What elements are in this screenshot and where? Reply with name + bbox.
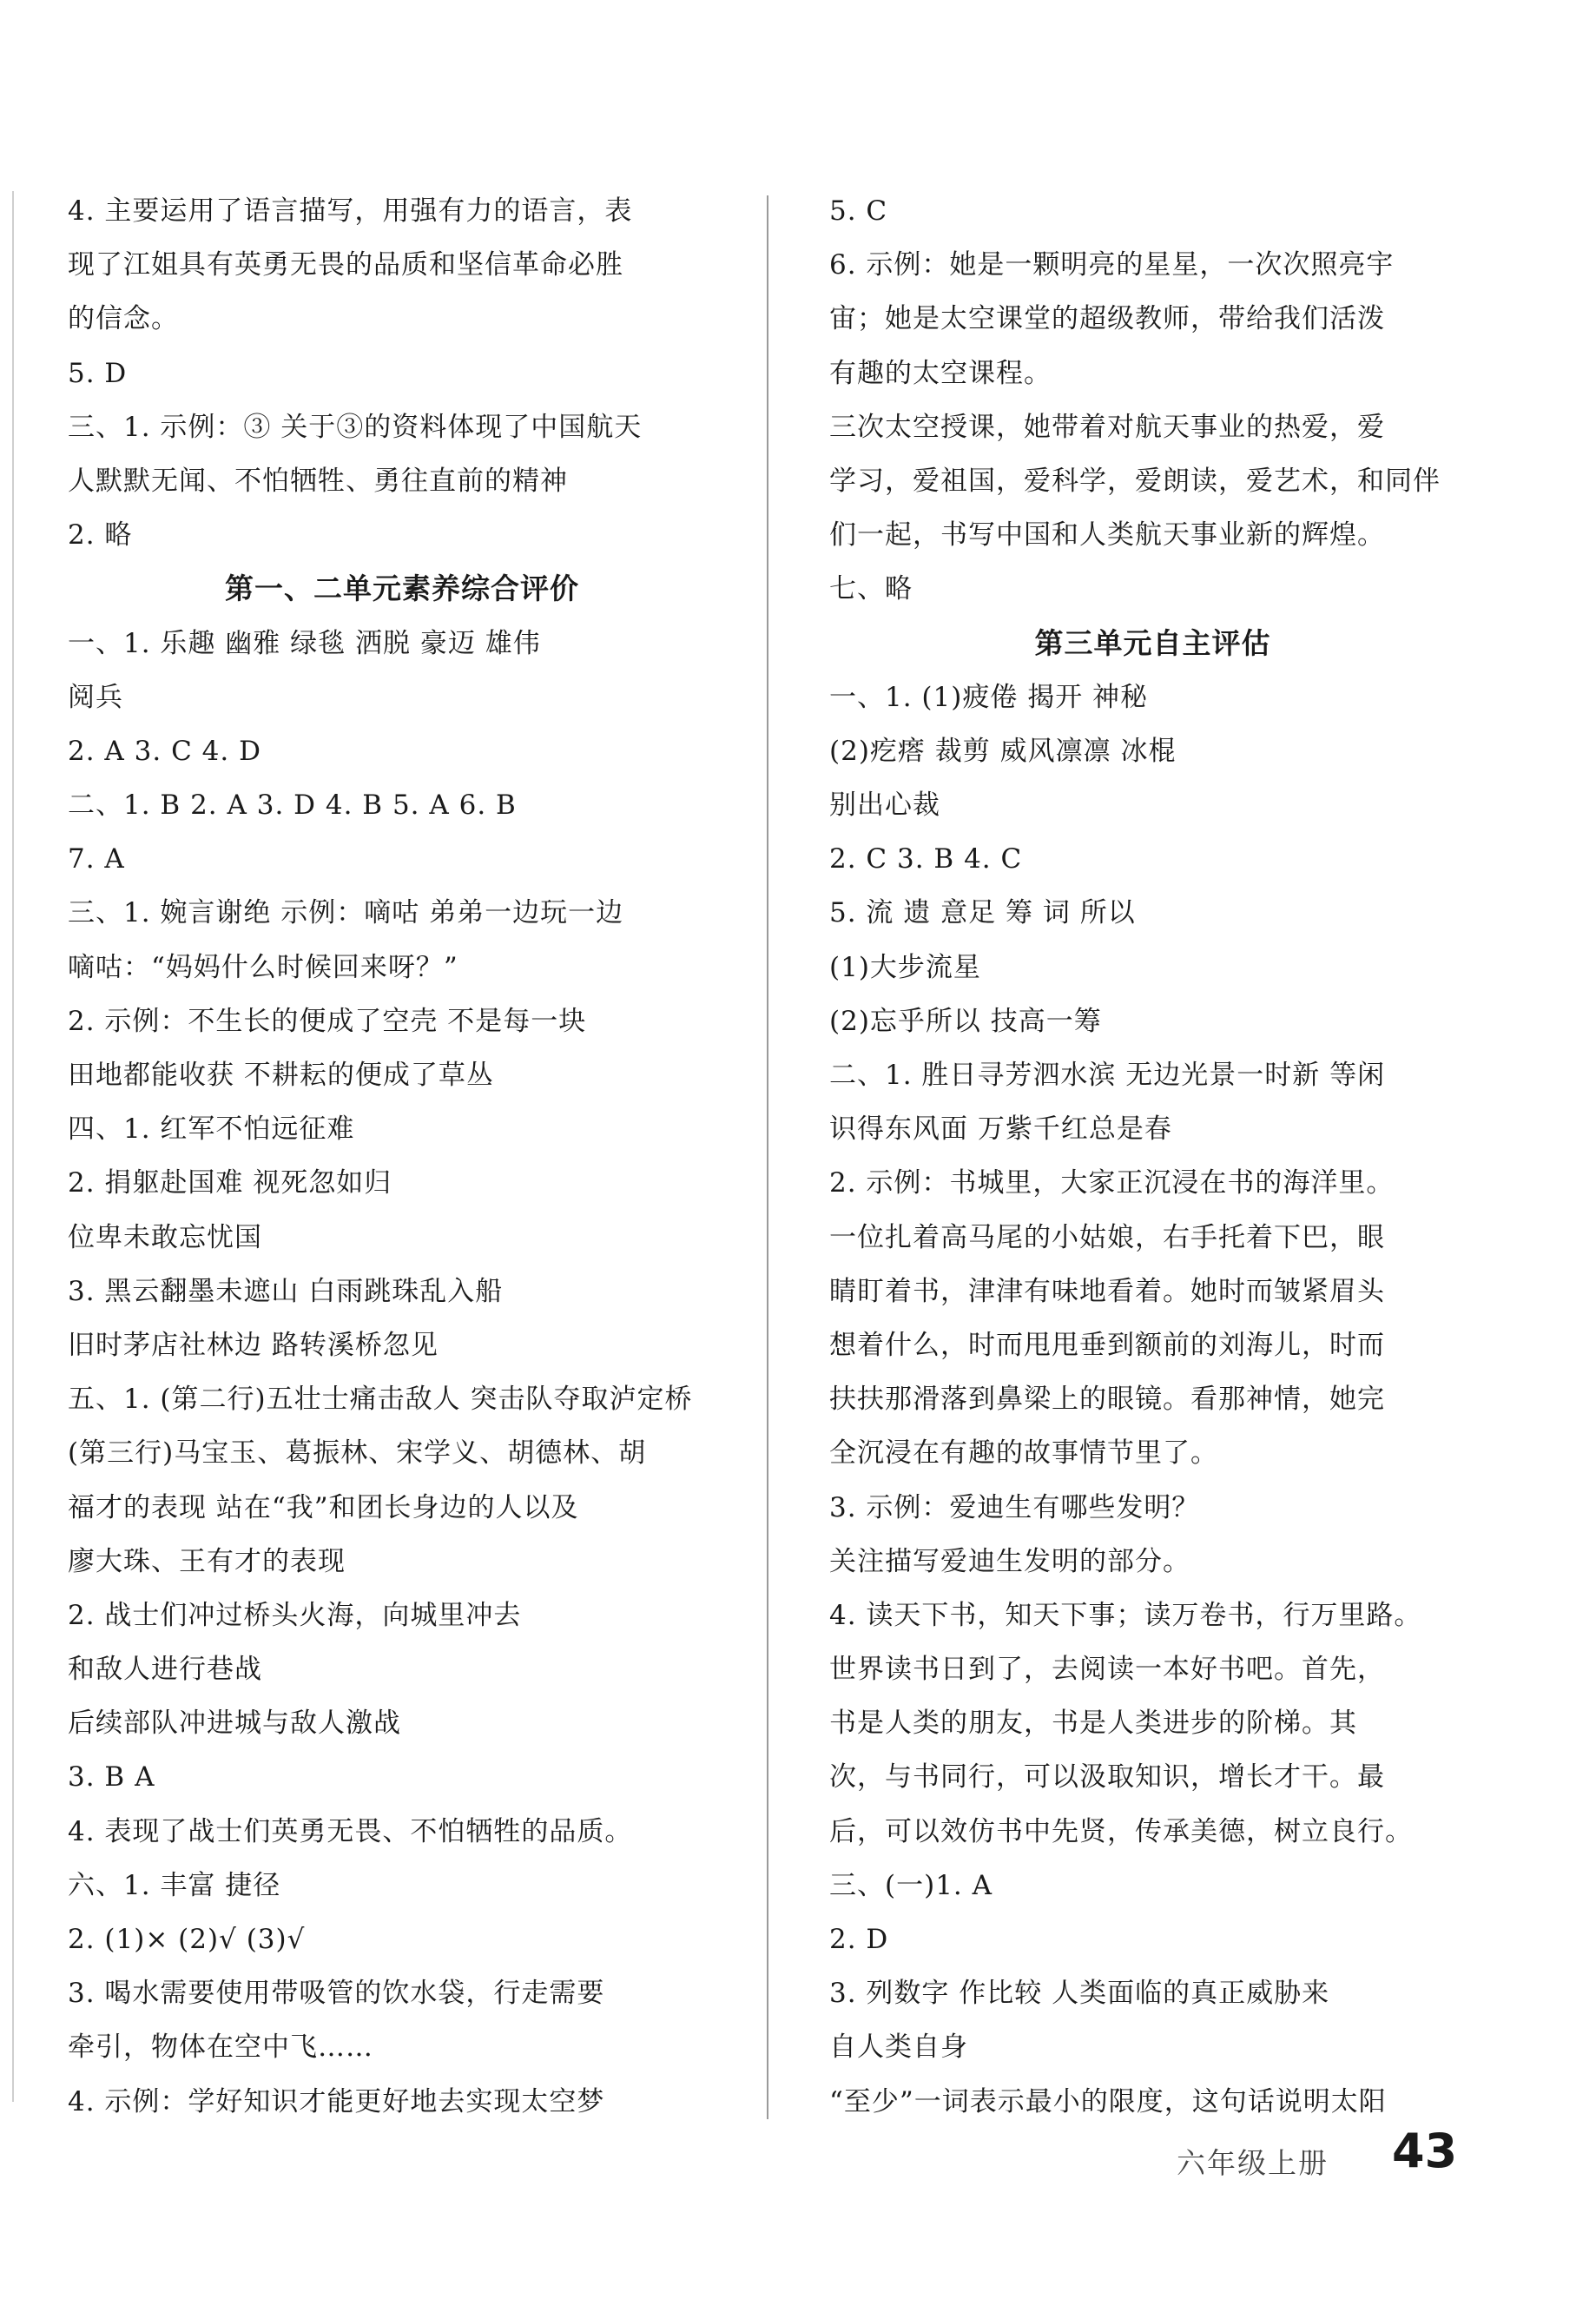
- answer-line: 阅兵: [68, 681, 123, 713]
- answer-line: 2. D: [829, 1924, 889, 1955]
- answer-line: 五、1. (第二行)五壮士痛击敌人 突击队夺取泸定桥: [68, 1384, 693, 1416]
- answer-line: 宙；她是太空课堂的超级教师，带给我们活泼: [829, 303, 1385, 335]
- answer-line: 别出心裁: [829, 789, 940, 822]
- answer-line: 2. A 3. C 4. D: [68, 735, 261, 767]
- answer-line: 2. 略: [68, 519, 133, 552]
- answer-line: 4. 表现了战士们英勇无畏、不怕牺牲的品质。: [68, 1815, 633, 1847]
- answer-line: 后，可以效仿书中先贤，传承美德，树立良行。: [829, 1815, 1413, 1847]
- answer-line: 次，与书同行，可以汲取知识，增长才干。最: [829, 1761, 1385, 1794]
- answer-line: 位卑未敢忘忧国: [68, 1221, 262, 1253]
- answer-line: 牵引，物体在空中飞……: [68, 2031, 373, 2064]
- right-column: [829, 184, 1476, 2129]
- answer-line: 3. 喝水需要使用带吸管的饮水袋，行走需要: [68, 1978, 605, 2010]
- answer-line: 学习，爱祖国，爱科学，爱朗读，爱艺术，和同伴: [829, 465, 1441, 497]
- answer-line: (2)忘乎所以 技高一筹: [829, 1005, 1102, 1037]
- grade-label: 六年级上册: [1177, 2146, 1329, 2180]
- answer-line: 二、1. 胜日寻芳泗水滨 无边光景一时新 等闲: [829, 1060, 1386, 1091]
- page-margin-line: [12, 191, 14, 2102]
- answer-line: 三次太空授课，她带着对航天事业的热爱，爱: [829, 411, 1385, 443]
- answer-line: 识得东风面 万紫千红总是春: [829, 1113, 1172, 1146]
- answer-line: 4. 主要运用了语言描写，用强有力的语言，表: [68, 195, 633, 227]
- answer-line: 自人类自身: [829, 2031, 968, 2064]
- answer-line: 全沉浸在有趣的故事情节里了。: [829, 1437, 1218, 1470]
- answer-line: 的信念。: [68, 303, 179, 335]
- answer-line: 想着什么，时而甩甩垂到额前的刘海儿，时而: [829, 1329, 1385, 1361]
- answer-line: “至少”一词表示最小的限度，这句话说明太阳: [829, 2085, 1387, 2117]
- answer-line: 2. (1)× (2)√ (3)√: [68, 1924, 306, 1955]
- answer-line: 3. B A: [68, 1761, 155, 1794]
- answer-line: 福才的表现 站在“我”和团长身边的人以及: [68, 1491, 579, 1523]
- answer-line: 书是人类的朋友，书是人类进步的阶梯。其: [829, 1708, 1357, 1740]
- answer-line: 世界读书日到了，去阅读一本好书吧。首先，: [829, 1654, 1385, 1686]
- answer-line: 3. 示例：爱迪生有哪些发明？: [829, 1491, 1200, 1523]
- left-column: [68, 184, 736, 2129]
- answer-line: 7. A: [68, 843, 125, 875]
- answer-line: 关注描写爱迪生发明的部分。: [829, 1545, 1190, 1577]
- answer-line: 二、1. B 2. A 3. D 4. B 5. A 6. B: [68, 789, 517, 822]
- answer-line: 一、1. (1)疲倦 揭开 神秘: [829, 681, 1149, 713]
- answer-line: 六、1. 丰富 捷径: [68, 1869, 281, 1901]
- answer-line: 后续部队冲进城与敌人激战: [68, 1708, 401, 1740]
- answer-line: (2)疙瘩 裁剪 威风凛凛 冰棍: [829, 735, 1177, 767]
- answer-line: 们一起，书写中国和人类航天事业新的辉煌。: [829, 519, 1385, 552]
- answer-line: 七、略: [829, 573, 913, 605]
- answer-line: 人默默无闻、不怕牺牲、勇往直前的精神: [68, 465, 568, 497]
- answer-line: 一位扎着高马尾的小姑娘，右手托着下巴，眼: [829, 1221, 1385, 1253]
- answer-line: 5. 流 遗 意足 筹 词 所以: [829, 897, 1136, 929]
- answer-line: 有趣的太空课程。: [829, 357, 1052, 389]
- answer-line: 三、(一)1. A: [829, 1869, 993, 1901]
- answer-line: 现了江姐具有英勇无畏的品质和坚信革命必胜: [68, 249, 623, 281]
- answer-line: 三、1. 婉言谢绝 示例：嘀咕 弟弟一边玩一边: [68, 897, 624, 929]
- answer-line: (第三行)马宝玉、葛振林、宋学义、胡德林、胡: [68, 1437, 647, 1470]
- answer-line: 2. C 3. B 4. C: [829, 843, 1023, 875]
- answer-line: 2. 示例：书城里，大家正沉浸在书的海洋里。: [829, 1167, 1395, 1199]
- answer-line: 廖大珠、王有才的表现: [68, 1545, 346, 1577]
- answer-line: 2. 示例：不生长的便成了空壳 不是每一块: [68, 1005, 587, 1037]
- answer-line: 3. 列数字 作比较 人类面临的真正威胁来: [829, 1978, 1330, 2010]
- answer-line: 6. 示例：她是一颗明亮的星星，一次次照亮宇: [829, 249, 1395, 281]
- answer-line: 和敌人进行巷战: [68, 1654, 262, 1686]
- answer-line: 一、1. 乐趣 幽雅 绿毯 洒脱 豪迈 雄伟: [68, 627, 541, 659]
- section-heading: 第一、二单元素养综合评价: [225, 571, 579, 606]
- answer-line: 4. 示例：学好知识才能更好地去实现太空梦: [68, 2085, 605, 2117]
- answer-line: (1)大步流星: [829, 951, 981, 983]
- column-divider: [767, 195, 768, 2119]
- answer-line: 2. 捐躯赴国难 视死忽如归: [68, 1167, 392, 1199]
- answer-line: 田地都能收获 不耕耘的便成了草丛: [68, 1060, 494, 1091]
- answer-line: 5. D: [68, 357, 128, 389]
- answer-line: 四、1. 红军不怕远征难: [68, 1113, 355, 1146]
- answer-line: 睛盯着书，津津有味地看着。她时而皱紧眉头: [829, 1275, 1385, 1307]
- answer-line: 嘀咕：“妈妈什么时候回来呀？”: [68, 951, 458, 983]
- section-heading: 第三单元自主评估: [1034, 625, 1271, 660]
- page-number: 43: [1392, 2124, 1458, 2178]
- answer-line: 4. 读天下书，知天下事；读万卷书，行万里路。: [829, 1599, 1422, 1631]
- answer-line: 5. C: [829, 195, 888, 227]
- answer-line: 3. 黑云翻墨未遮山 白雨跳珠乱入船: [68, 1275, 504, 1307]
- answer-line: 2. 战士们冲过桥头火海，向城里冲去: [68, 1599, 522, 1631]
- answer-line: 旧时茅店社林边 路转溪桥忽见: [68, 1329, 439, 1361]
- answer-line: 三、1. 示例：③ 关于③的资料体现了中国航天: [68, 411, 643, 443]
- answer-line: 扶扶那滑落到鼻梁上的眼镜。看那神情，她完: [829, 1384, 1385, 1416]
